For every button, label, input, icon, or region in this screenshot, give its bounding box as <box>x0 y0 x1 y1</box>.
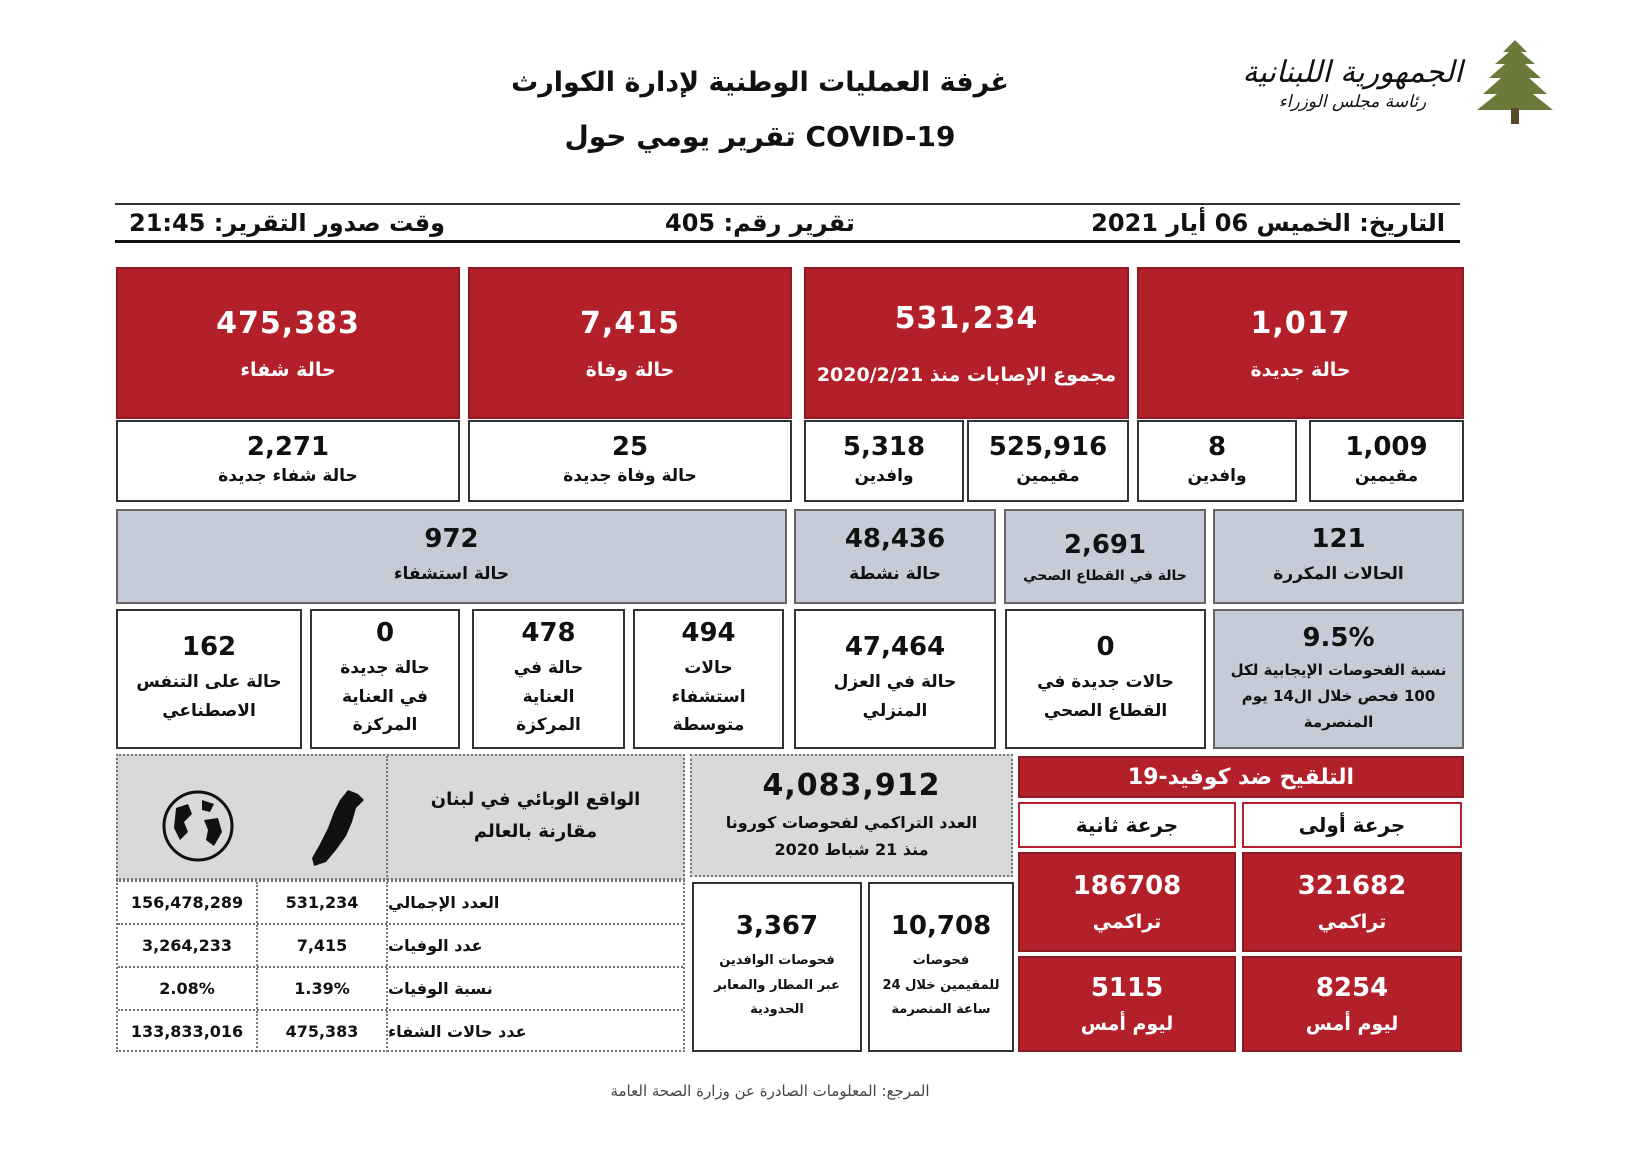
recovered-label: حالة شفاء <box>240 358 336 381</box>
total-arrivals-value: 5,318 <box>842 431 926 462</box>
lebanon-map-icon <box>308 788 368 868</box>
arrival-tests-label: فحوصات الوافدين عبر المطار والمعابر الحدودية <box>714 952 840 1018</box>
deaths-card <box>468 267 792 419</box>
new-health-sector-value: 0 <box>1096 632 1115 663</box>
vaccine-title: التلقيح ضد كوفيد-19 <box>1127 764 1355 790</box>
dose1-total-value: 321682 <box>1297 871 1407 901</box>
total-residents-card <box>967 420 1129 502</box>
active-cases-label: حالة نشطة <box>849 564 941 585</box>
positivity-rate-card <box>1213 609 1464 749</box>
new-health-sector-label: حالات جديدة في القطاع الصحي <box>1037 672 1174 721</box>
total-arrivals-label: وافدين <box>854 465 914 486</box>
moderate-hospitalization-label: حالات استشفاء متوسطة <box>671 657 746 736</box>
cumulative-tests-card <box>690 754 1013 877</box>
resident-tests-label: فحوصات للمقيمين خلال 24 ساعة المنصرمة <box>882 952 1000 1018</box>
cedar-tree-icon <box>1475 38 1555 128</box>
lebanon-value: 1.39% <box>294 979 350 998</box>
world-value: 3,264,233 <box>118 925 258 966</box>
world-value: 156,478,289 <box>118 882 258 923</box>
total-cases-value: 531,234 <box>894 300 1039 336</box>
row-label: العدد الإجمالي <box>386 882 683 923</box>
active-cases-value: 48,436 <box>844 524 946 555</box>
new-arrivals-card <box>1137 420 1297 502</box>
new-icu-label: حالة جديدة في العناية المركزة <box>340 657 430 736</box>
resident-tests-value: 10,708 <box>890 910 992 941</box>
new-residents-label: مقيمين <box>1354 465 1419 486</box>
date-value: الخميس 06 أيار 2021 <box>1091 209 1351 237</box>
dose1-header <box>1242 802 1462 848</box>
moderate-hospitalization-value: 494 <box>681 617 736 648</box>
new-deaths-value: 25 <box>611 431 649 462</box>
report-date <box>1091 209 1445 237</box>
world-value: 133,833,016 <box>118 1011 258 1052</box>
lebanon-value: 475,383 <box>285 1022 359 1041</box>
moderate-hospitalization-card <box>633 609 784 749</box>
dose2-total-card <box>1018 852 1236 952</box>
new-cases-value: 1,017 <box>1250 305 1351 341</box>
arrival-tests-card <box>692 882 862 1052</box>
dose2-total-value: 186708 <box>1072 871 1182 901</box>
hospitalized-label: حالة استشفاء <box>393 564 510 585</box>
world-value: 2.08% <box>118 968 258 1009</box>
hospitalized-card <box>116 509 787 604</box>
page-subtitle: تقرير يومي حول COVID-19 <box>564 120 956 153</box>
health-sector-value: 2,691 <box>1063 529 1147 560</box>
positivity-rate-value: 9.5% <box>1302 622 1375 653</box>
dose2-yesterday-label: ليوم أمس <box>1080 1013 1174 1035</box>
active-cases-card <box>794 509 996 604</box>
new-arrivals-label: وافدين <box>1187 465 1247 486</box>
report-number-label: تقرير رقم: <box>723 209 855 237</box>
hospitalized-value: 972 <box>424 524 479 555</box>
dose1-total-card <box>1242 852 1462 952</box>
dose1-label: جرعة أولى <box>1298 813 1406 837</box>
lebanon-value: 7,415 <box>296 936 348 955</box>
world-comparison-header <box>116 754 685 880</box>
dose2-header <box>1018 802 1236 848</box>
icu-value: 478 <box>521 617 576 648</box>
row-label: نسبة الوفيات <box>386 968 683 1009</box>
new-cases-label: حالة جديدة <box>1250 358 1351 381</box>
report-header <box>460 55 1060 165</box>
world-comparison-table <box>116 880 685 1052</box>
dose1-total-label: تراكمي <box>1317 911 1387 933</box>
cumulative-tests-value: 4,083,912 <box>762 767 941 803</box>
row-label: عدد حالات الشفاء <box>386 1011 683 1052</box>
report-number <box>665 209 855 237</box>
vaccine-header <box>1018 756 1464 798</box>
ventilator-value: 162 <box>181 632 237 663</box>
world-comparison-title-text: الواقع الوبائي في لبنان مقارنة بالعالم <box>430 788 641 842</box>
recovered-value: 475,383 <box>216 305 360 341</box>
deaths-value: 7,415 <box>580 305 680 341</box>
info-bar <box>115 203 1460 243</box>
new-residents-card <box>1309 420 1464 502</box>
icu-label: حالة في العناية المركزة <box>513 657 584 736</box>
repeated-cases-label: الحالات المكررة <box>1273 564 1404 585</box>
arrival-tests-value: 3,367 <box>735 910 819 941</box>
new-icu-card <box>310 609 460 749</box>
report-number-value: 405 <box>665 209 716 237</box>
health-sector-label: حالة في القطاع الصحي <box>1023 567 1187 584</box>
resident-tests-card <box>868 882 1014 1052</box>
footer-source: المرجع: المعلومات الصادرة عن وزارة الصحة العامة <box>610 1082 930 1100</box>
new-cases-card <box>1137 267 1464 419</box>
dose1-yesterday-value: 8254 <box>1315 973 1389 1003</box>
icu-card <box>472 609 625 749</box>
total-cases-label: مجموع الإصابات منذ 2020/2/21 <box>816 363 1117 386</box>
report-time-value: 21:45 <box>129 209 206 237</box>
new-residents-value: 1,009 <box>1345 431 1428 462</box>
ventilator-label: حالة على التنفس الاصطناعي <box>136 672 282 721</box>
total-residents-label: مقيمين <box>1016 465 1080 486</box>
dose2-yesterday-value: 5115 <box>1090 973 1164 1003</box>
header-divider <box>386 756 388 880</box>
home-isolation-label: حالة في العزل المنزلي <box>833 672 957 721</box>
repeated-cases-value: 121 <box>1311 524 1366 555</box>
dose1-yesterday-card <box>1242 956 1462 1052</box>
total-arrivals-card <box>804 420 964 502</box>
logo-line-1: الجمهورية اللبنانية <box>1242 54 1463 90</box>
new-recovered-value: 2,271 <box>246 431 330 462</box>
home-isolation-card <box>794 609 996 749</box>
table-row <box>118 882 683 925</box>
lebanon-value: 531,234 <box>285 893 359 912</box>
repeated-cases-card <box>1213 509 1464 604</box>
logo-line-2: رئاسة مجلس الوزراء <box>1278 91 1427 112</box>
ventilator-card <box>116 609 302 749</box>
new-arrivals-value: 8 <box>1207 431 1227 462</box>
dose2-total-label: تراكمي <box>1092 911 1162 933</box>
cumulative-tests-label: العدد التراكمي لفحوصات كورونا منذ 21 شباط 2020 <box>725 812 978 859</box>
total-cases-card <box>804 267 1129 419</box>
total-residents-value: 525,916 <box>988 431 1108 462</box>
page-title: غرفة العمليات الوطنية لإدارة الكوارث <box>511 67 1009 98</box>
table-row <box>118 1011 683 1054</box>
new-deaths-card <box>468 420 792 502</box>
report-time-label: وقت صدور التقرير: <box>213 209 446 237</box>
dose2-yesterday-card <box>1018 956 1236 1052</box>
table-row <box>118 925 683 968</box>
date-label: التاريخ: <box>1359 209 1445 237</box>
new-icu-value: 0 <box>375 617 395 648</box>
dose1-yesterday-label: ليوم أمس <box>1305 1013 1399 1035</box>
new-deaths-label: حالة وفاة جديدة <box>563 465 697 486</box>
row-label: عدد الوفيات <box>386 925 683 966</box>
government-logo-text <box>1240 38 1465 128</box>
globe-icon <box>160 788 236 864</box>
report-time <box>129 209 445 237</box>
recovered-card <box>116 267 460 419</box>
world-comparison-title <box>408 776 663 856</box>
table-row <box>118 968 683 1011</box>
health-sector-card <box>1004 509 1206 604</box>
dose2-label: جرعة ثانية <box>1075 813 1179 837</box>
new-recovered-card <box>116 420 460 502</box>
new-recovered-label: حالة شفاء جديدة <box>218 465 358 486</box>
deaths-label: حالة وفاة <box>585 358 675 381</box>
new-health-sector-card <box>1005 609 1206 749</box>
positivity-rate-label: نسبة الفحوصات الإيجابية لكل 100 فحص خلال ال14 يوم المنصرمة <box>1230 660 1447 732</box>
home-isolation-value: 47,464 <box>844 632 946 663</box>
